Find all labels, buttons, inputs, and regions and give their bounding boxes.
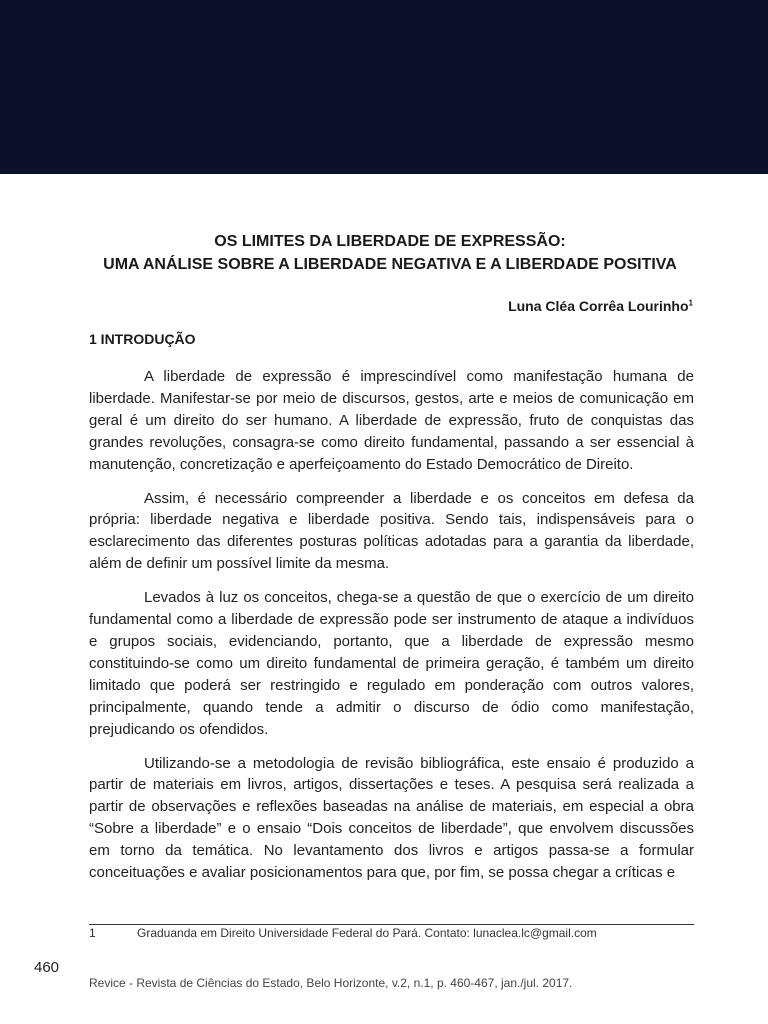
footnote-number: 1 xyxy=(89,926,96,940)
footnote-divider xyxy=(89,924,694,925)
header-band xyxy=(0,0,768,174)
footnote-text: Graduanda em Direito Universidade Federal do Pará. Contato: lunaclea.lc@gmail.com xyxy=(137,926,597,940)
body-paragraph-2: Assim, é necessário compreender a liberdade e os conceitos em defesa da própria: liberdade negativa e liberdade positiva. Sendo tais, indispensáveis para o esclarecimento das diferentes posturas políticas adotadas para a garantia da liberdade, além de definir um possível limite da mesma. xyxy=(89,489,694,573)
article-title-line-1: OS LIMITES DA LIBERDADE DE EXPRESSÃO: xyxy=(214,233,566,250)
body-paragraph-1: A liberdade de expressão é imprescindível como manifestação humana de liberdade. Manifestar-se por meio de discursos, gestos, arte e meios de comunicação em geral é um direito do ser humano. A liberdade de expressão, fruto de conquistas das grandes revoluções, consagra-se como direito fundamental, passando a ser essencial à manutenção, concretização e aperfeiçoamento do Estado Democrático de Direito. xyxy=(89,368,694,473)
body-paragraph-4: Utilizando-se a metodologia de revisão bibliográfica, este ensaio é produzido a partir de materiais em livros, artigos, dissertações e teses. A pesquisa será realizada a partir de observações e reflexões baseadas na análise de materiais, em especial a obra “Sobre a liberdade” e o ensaio “Dois conceitos de liberdade”, que envolvem discussões em torno da temática. No levantamento dos livros e artigos passa-se a formular conceituações e avaliar posicionamentos para que, por fim, se possa chegar a críticas e xyxy=(89,754,694,882)
article-title-line-2: UMA ANÁLISE SOBRE A LIBERDADE NEGATIVA E A LIBERDADE POSITIVA xyxy=(103,256,677,273)
section-heading: 1 INTRODUÇÃO xyxy=(89,331,196,347)
author-byline xyxy=(508,298,693,314)
footnote xyxy=(89,926,694,940)
page-number: 460 xyxy=(34,959,60,976)
body-paragraph-3: Levados à luz os conceitos, chega-se a questão de que o exercício de um direito fundamental como a liberdade de expressão pode ser instrumento de ataque a indivíduos e grupos sociais, evidenciando, portanto, que a liberdade de expressão mesmo constituindo-se como um direito fundamental de primeira geração, é também um direito limitado que poderá ser restringido e regulado em ponderação com outros valores, principalmente, quando tende a admitir o discurso de ódio como manifestação, prejudicando os ofendidos. xyxy=(89,589,694,738)
author-name: Luna Cléa Corrêa Lourinho xyxy=(508,298,689,314)
author-footnote-marker: 1 xyxy=(688,298,693,308)
article-body xyxy=(89,366,694,896)
journal-citation: Revice - Revista de Ciências do Estado, Belo Horizonte, v.2, n.1, p. 460-467, jan./jul. 2017. xyxy=(89,976,573,990)
